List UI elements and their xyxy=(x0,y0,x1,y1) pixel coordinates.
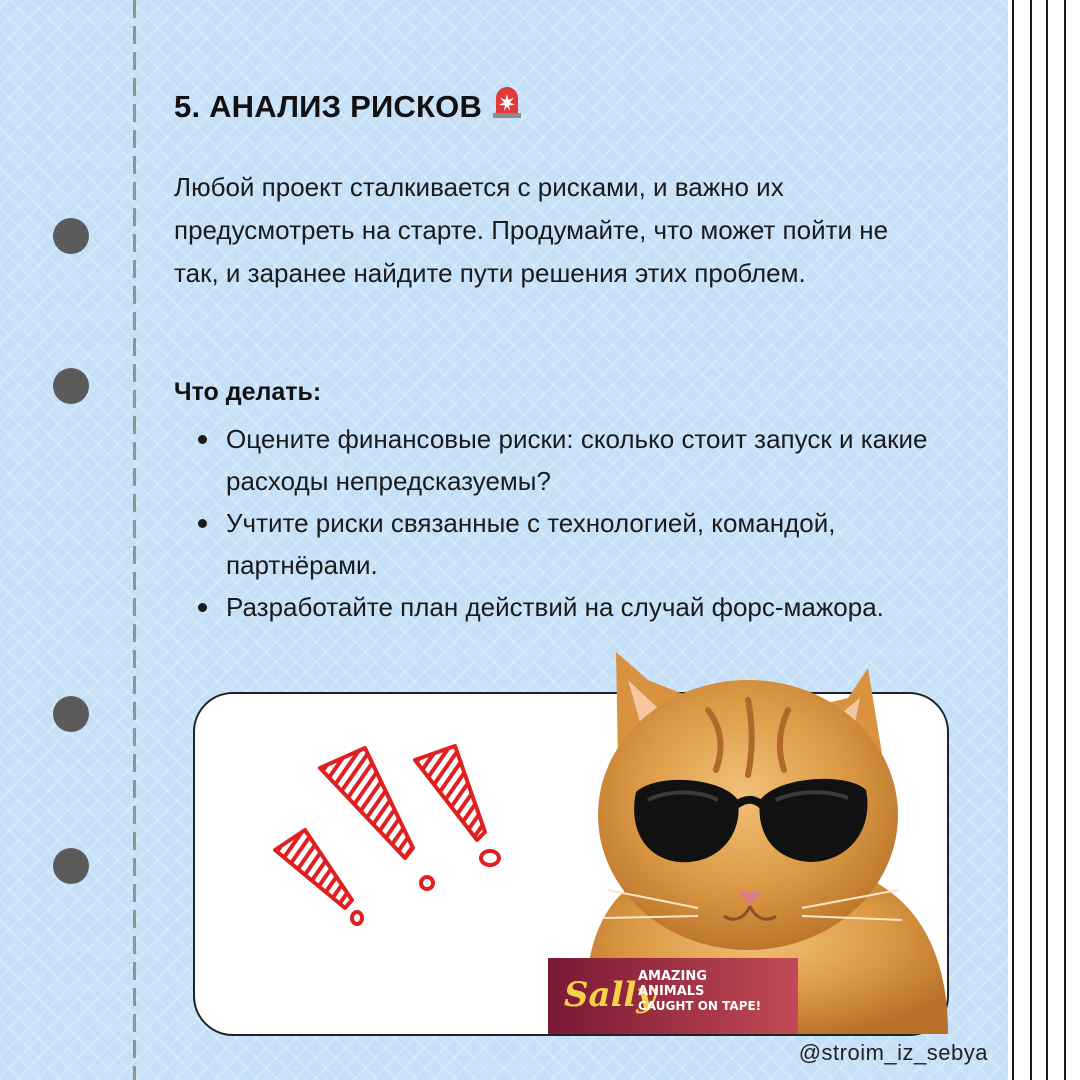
todo-heading: Что делать: xyxy=(174,378,322,406)
caption-line: CAUGHT ON TAPE! xyxy=(638,999,762,1013)
red-exclamation-marks-icon xyxy=(265,740,515,935)
caption-brand: Sally xyxy=(564,975,657,1015)
page-stack-edges xyxy=(1008,0,1080,1080)
page-title xyxy=(174,86,524,128)
author-handle: @stroim_iz_sebya xyxy=(798,1040,988,1065)
cat-with-sunglasses-image xyxy=(548,640,952,1039)
todo-item: Оцените финансовые риски: сколько стоит запуск и какие расходы непредсказуемы? xyxy=(174,418,974,502)
police-siren-icon xyxy=(490,86,524,128)
title-text: 5. АНАЛИЗ РИСКОВ xyxy=(174,89,483,124)
binder-hole xyxy=(53,848,89,884)
todo-item: Разработайте план действий на случай форс-мажора. xyxy=(174,586,974,628)
binder-hole xyxy=(53,368,89,404)
margin-dashed-line xyxy=(133,0,136,1080)
todo-list xyxy=(174,418,974,628)
caption-line: AMAZING xyxy=(638,969,707,984)
intro-paragraph: Любой проект сталкивается с рисками, и важно их предусмотреть на старте. Продумайте, что может пойти не так, и заранее найдите пути решения этих проблем. xyxy=(174,172,889,288)
binder-hole xyxy=(53,218,89,254)
binder-hole xyxy=(53,696,89,732)
caption-line: ANIMALS xyxy=(638,984,705,999)
todo-item: Учтите риски связанные с технологией, командой, партнёрами. xyxy=(174,502,974,586)
